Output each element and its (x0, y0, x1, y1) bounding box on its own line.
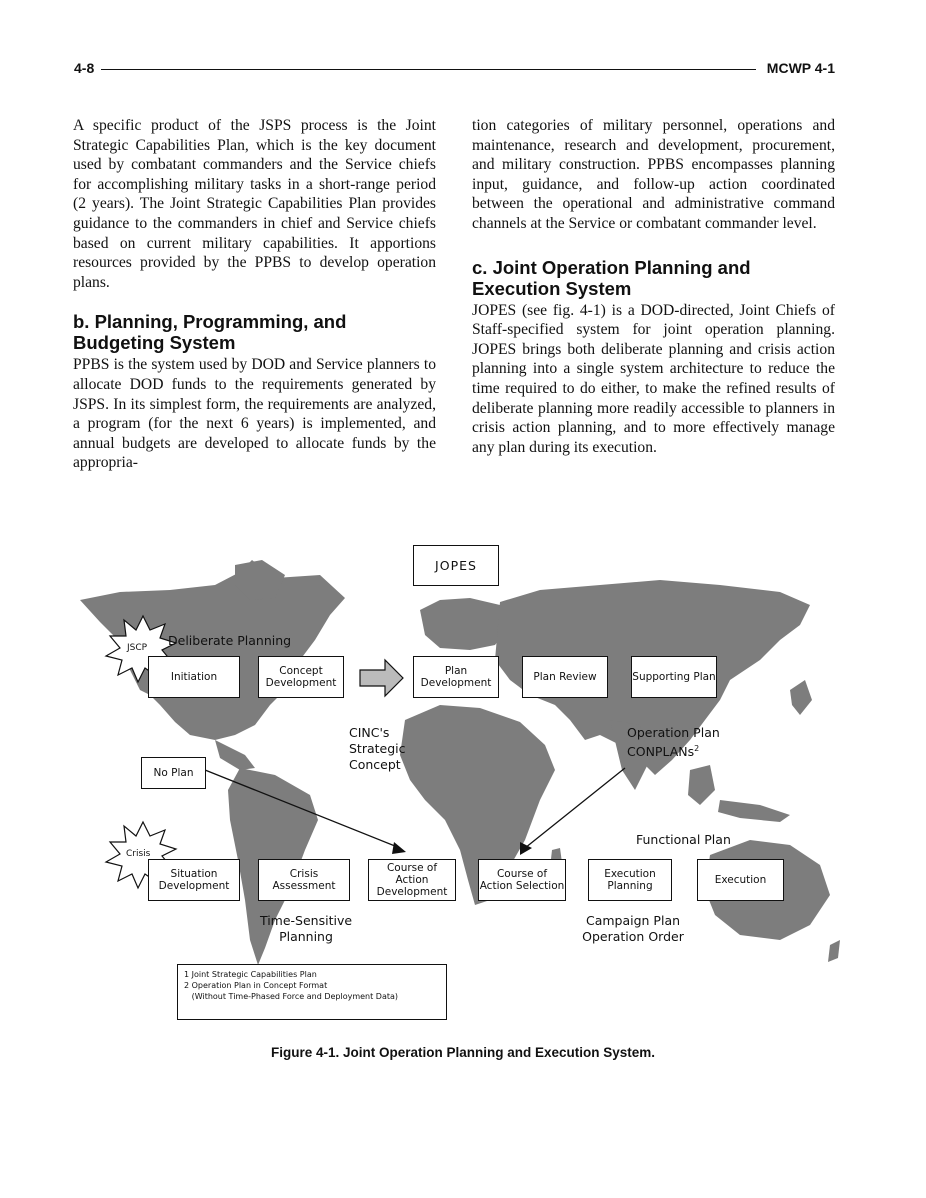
paragraph-jscp: A specific product of the JSPS process is the Joint Strategic Capabilities Plan, which is the key document used by combatant commanders and the Service chiefs for accomplishing military tasks in a short-range period (2 years). The Joint Strategic Capabilities Plan provides guidance to the commanders in chief and Service chiefs based on current military capabilities. It apportions resources provided by the PPBS to develop operation plans. (73, 117, 436, 291)
heading-jopes: c. Joint Operation Planning and Execution System (472, 256, 751, 299)
deliberate-planning-label: Deliberate Planning (168, 633, 292, 648)
supporting-plan-box: Supporting Plan (631, 656, 717, 698)
crisis-burst-label: Crisis (126, 849, 151, 859)
jscp-burst-label: JSCP (127, 643, 148, 653)
paragraph-ppbs-continued: tion categories of military personnel, operations and maintenance, research and development, procurement, and military construction. PPBS encompasses planning input, guidance, and follow-up action coordinated between the operational and administrative command channels at the Service or combatant commander level. (472, 117, 835, 232)
situation-development-box: Situation Development (148, 859, 240, 901)
paragraph-jopes: JOPES (see fig. 4-1) is a DOD-directed, Joint Chiefs of Staff-specified system for joint operation planning. JOPES brings both deliberate planning and crisis action planning into a single system architecture to reduce the time required to do either, to make the refined results of deliberate planning more readily accessible to planners in crisis action planning, and to more effectively manage any plan during its execution. (472, 301, 835, 456)
plan-development-box: Plan Development (413, 656, 499, 698)
functional-plan-label: Functional Plan (636, 832, 731, 847)
legend-item: 1 Joint Strategic Capabilities Plan (184, 970, 317, 979)
no-plan-arrowhead (392, 842, 406, 854)
legend-item: 2 Operation Plan in Concept Format (184, 981, 328, 990)
paragraph-ppbs: PPBS is the system used by DOD and Service planners to allocate DOD funds to the requirements generated by JSPS. In its simplest form, the requirements are analyzed, a program (for the next 6 years) is implemented, and annual budgets are developed to allocate funds by the appropria- (73, 356, 436, 472)
crisis-assessment-box: Crisis Assessment (258, 859, 350, 901)
jopes-title-box: JOPES (413, 545, 499, 586)
campaign-plan-label: Campaign Plan Operation Order (582, 913, 684, 944)
plan-review-box: Plan Review (522, 656, 608, 698)
operation-plan-label: Operation Plan CONPLANs$^2$ (627, 725, 720, 760)
time-sensitive-planning-label: Time-Sensitive Planning (259, 913, 353, 944)
concept-development-box: Concept Development (258, 656, 344, 698)
flow-arrow (360, 660, 403, 696)
figure-caption: Figure 4-1. Joint Operation Planning and Execution System. (270, 1045, 656, 1060)
figure-legend (177, 964, 447, 1020)
execution-planning-box: Execution Planning (588, 859, 672, 901)
no-plan-box: No Plan (141, 757, 206, 789)
execution-box: Execution (697, 859, 784, 901)
heading-ppbs: b. Planning, Programming, and Budgeting System (73, 311, 347, 354)
initiation-box: Initiation (148, 656, 240, 698)
course-of-action-selection-box: Course of Action Selection (478, 859, 566, 901)
page-number: 4-8 (74, 60, 95, 76)
cinc-strategic-concept-label: CINC's Strategic Concept (349, 725, 406, 772)
course-of-action-development-box: Course of Action Development (368, 859, 456, 901)
publication-id: MCWP 4-1 (766, 60, 835, 76)
legend-item: (Without Time-Phased Force and Deployment Data) (184, 992, 399, 1001)
